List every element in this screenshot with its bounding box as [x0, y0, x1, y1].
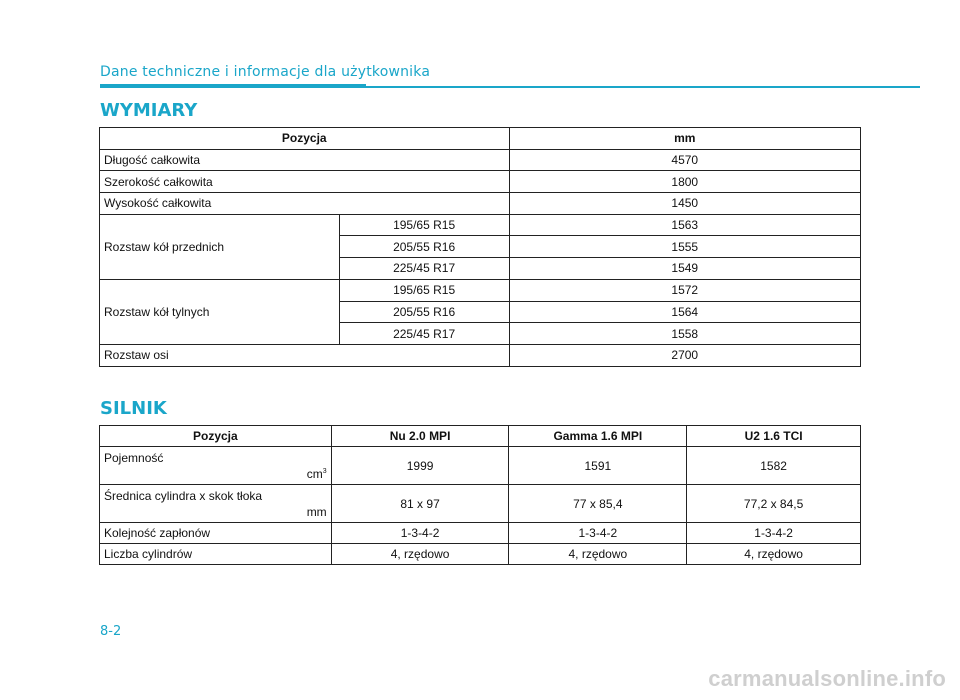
table-row: [100, 344, 861, 366]
row-label: Pojemność: [104, 450, 164, 465]
chapter-title: Dane techniczne i informacje dla użytkownika: [100, 64, 431, 80]
table-header-row: [100, 128, 861, 150]
table-row: [100, 279, 861, 301]
row-label-cell: [100, 447, 332, 485]
table-row: [100, 544, 861, 565]
column-header: Pozycja: [100, 426, 332, 447]
row-value: 1555: [509, 236, 861, 258]
row-label: Średnica cylindra x skok tłoka: [104, 488, 263, 503]
row-value: 1-3-4-2: [509, 523, 687, 544]
row-value: 1591: [509, 447, 687, 485]
unit-superscript: 3: [322, 467, 327, 475]
row-value: 4, rzędowo: [331, 544, 509, 565]
tire-size: 225/45 R17: [339, 323, 509, 345]
column-header: mm: [509, 128, 861, 150]
row-value: 1549: [509, 258, 861, 280]
row-label: Liczba cylindrów: [100, 544, 332, 565]
row-value: 77,2 x 84,5: [687, 485, 861, 523]
engine-section-title: SILNIK: [100, 398, 167, 419]
table-row: [100, 214, 861, 236]
row-label: Wysokość całkowita: [100, 193, 510, 215]
row-label-cell: [100, 485, 332, 523]
table-header-row: [100, 426, 861, 447]
column-header: Pozycja: [100, 128, 510, 150]
row-value: 1450: [509, 193, 861, 215]
dimensions-table: [99, 127, 861, 367]
header-bar-thick: [100, 84, 366, 88]
row-value: 1563: [509, 214, 861, 236]
row-value: 77 x 85,4: [509, 485, 687, 523]
table-row: [100, 149, 861, 171]
row-label: Rozstaw kół przednich: [100, 214, 340, 279]
tire-size: 195/65 R15: [339, 214, 509, 236]
engine-table: [99, 425, 861, 565]
table-row: [100, 171, 861, 193]
watermark-link[interactable]: carmanualsonline.info: [708, 666, 946, 691]
column-header: Nu 2.0 MPI: [331, 426, 509, 447]
row-label: Rozstaw osi: [100, 344, 510, 366]
row-value: 4, rzędowo: [509, 544, 687, 565]
row-value: 1572: [509, 279, 861, 301]
dimensions-section-title: WYMIARY: [100, 100, 198, 121]
row-label: Szerokość całkowita: [100, 171, 510, 193]
row-value: 1582: [687, 447, 861, 485]
row-value: 1558: [509, 323, 861, 345]
row-value: 4, rzędowo: [687, 544, 861, 565]
table-row: [100, 447, 861, 485]
tire-size: 205/55 R16: [339, 301, 509, 323]
row-label: Kolejność zapłonów: [100, 523, 332, 544]
unit-text: mm: [306, 504, 327, 519]
tire-size: 205/55 R16: [339, 236, 509, 258]
table-row: [100, 523, 861, 544]
row-value: 1-3-4-2: [687, 523, 861, 544]
row-value: 1800: [509, 171, 861, 193]
row-unit: [104, 467, 327, 481]
column-header: Gamma 1.6 MPI: [509, 426, 687, 447]
row-value: 81 x 97: [331, 485, 509, 523]
row-value: 1-3-4-2: [331, 523, 509, 544]
row-value: 4570: [509, 149, 861, 171]
table-row: [100, 485, 861, 523]
page-number: 8-2: [100, 624, 122, 639]
row-value: 2700: [509, 344, 861, 366]
row-value: 1564: [509, 301, 861, 323]
column-header: U2 1.6 TCI: [687, 426, 861, 447]
row-unit: [104, 505, 327, 519]
row-label: Rozstaw kół tylnych: [100, 279, 340, 344]
header-bar-thin: [366, 86, 920, 88]
tire-size: 225/45 R17: [339, 258, 509, 280]
row-label: Długość całkowita: [100, 149, 510, 171]
tire-size: 195/65 R15: [339, 279, 509, 301]
unit-text: cm: [306, 466, 323, 481]
row-value: 1999: [331, 447, 509, 485]
table-row: [100, 193, 861, 215]
